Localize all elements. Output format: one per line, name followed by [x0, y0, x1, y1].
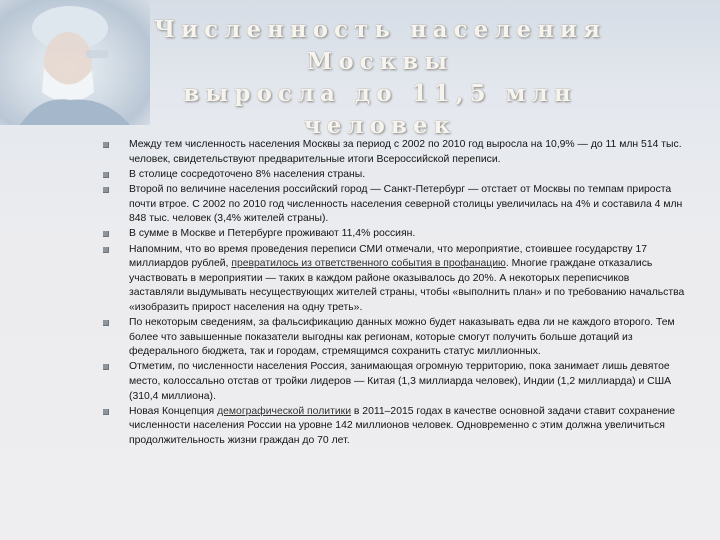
page-title — [110, 14, 650, 142]
list-item — [100, 227, 685, 242]
bullet-text: В сумме в Москве и Петербурге проживают 11,4% россиян. — [129, 228, 416, 240]
bullet-icon — [103, 172, 109, 178]
title-line-2: выросла до 11,5 млн человек — [183, 80, 577, 139]
demographic-policy-link[interactable]: демографической политики — [217, 405, 352, 417]
bullet-icon — [103, 364, 109, 370]
bullet-text: Второй по величине населения российский город — Санкт-Петербург — отстает от Москвы по темпам прироста почти втрое. С 2002 по 2010 год численность населения северной столицы увеличилась на 4% и составила 4 млн 848 тыс. человек (3,4% жителей страны). — [129, 183, 683, 225]
bullet-text: По некоторым сведениям, за фальсификацию данных можно будет наказывать едва ли не каждого второго. Тем более что завышенные показатели выгодны как регионам, которые смогут получить больше дотаций из федерального бюджета, так и городам, стремящимся сохранить статус миллионных. — [129, 317, 675, 358]
list-item — [100, 243, 685, 316]
bullet-list — [100, 138, 685, 449]
title-line-1: Численность населения Москвы — [154, 16, 606, 75]
list-item — [100, 360, 685, 404]
bullet-text-before-link: Новая Концепция — [129, 405, 218, 417]
list-item — [100, 405, 685, 449]
bullet-text-after-link: в 2011–2015 годах в качестве основной задачи ставит сохранение численности населения России на уровне 142 миллионов человек. Одновременно с этим должна увеличиться продолжительность жизни граждан до 70 лет. — [129, 405, 676, 447]
bullet-icon — [103, 320, 109, 326]
bullet-text-before-link: Напомним, что во время проведения переписи СМИ отмечали, что мероприятие, стоившее государству 17 миллиардов рублей, — [129, 243, 648, 270]
bullet-icon — [103, 247, 109, 253]
bullet-icon — [103, 142, 109, 148]
bullet-text: Отметим, по численности населения Россия, занимающая огромную территорию, пока занимает лишь девятое место, колоссально отстав от тройки лидеров — Китая (1,3 миллиарда человек), Индии (1,2 миллиарда) и США (310,4 миллиона). — [129, 361, 672, 402]
bullet-text: В столице сосредоточено 8% населения страны. — [129, 168, 366, 180]
bullet-icon — [103, 409, 109, 415]
bullet-text: Между тем численность населения Москвы за период с 2002 по 2010 год выросла на 10,9% — до 11 млн 514 тыс. человек, свидетельствуют предварительные итоги Всероссийской переписи. — [129, 139, 682, 165]
list-item — [100, 168, 685, 183]
bullet-icon — [103, 231, 109, 237]
bullet-icon — [103, 187, 109, 193]
list-item — [100, 316, 685, 360]
profanation-link[interactable]: превратилось из ответственного события в профанацию — [231, 258, 506, 270]
list-item — [100, 183, 685, 227]
list-item — [100, 138, 685, 167]
bullet-text-after-link: . Многие граждане отказались участвовать в мероприятии — таких в каждом районе оказывалось до 20%. А некоторых переписчиков заставляли выдумывать несуществующих жителей страны, чтобы «выполнить план» и по требованию начальства «изобразить прирост населения на одну треть». — [129, 258, 685, 313]
